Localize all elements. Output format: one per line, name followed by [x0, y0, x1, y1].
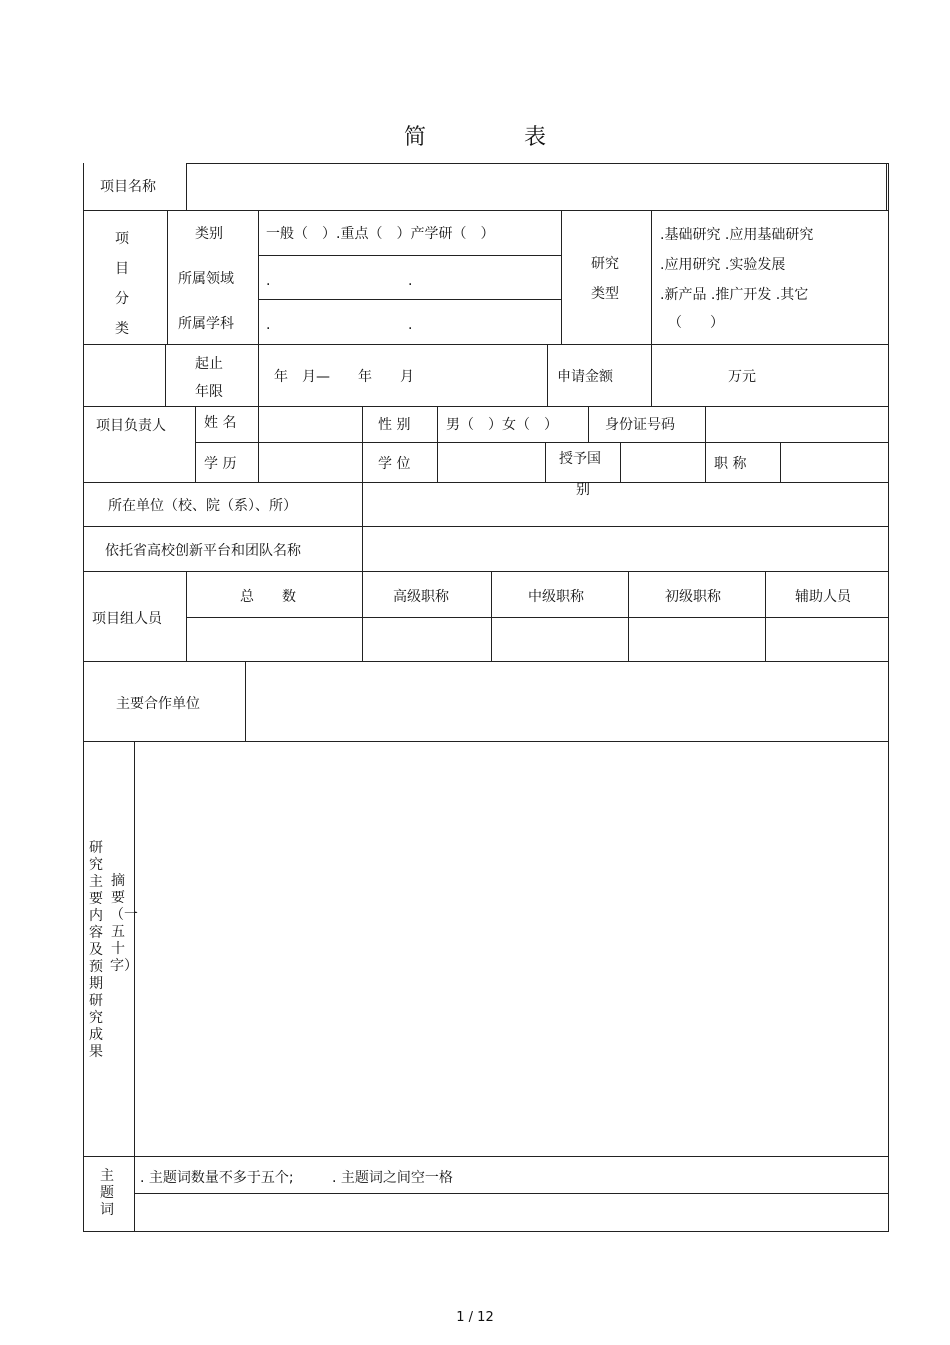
- page-number: 1 / 12: [456, 1310, 494, 1325]
- team-senior-field[interactable]: [364, 619, 489, 660]
- team-junior-field[interactable]: [630, 619, 763, 660]
- period-label-1: 起止: [195, 356, 223, 372]
- keywords-label: 主题词: [100, 1168, 114, 1218]
- gender-label: 性 别: [378, 417, 411, 433]
- unit-field[interactable]: [364, 484, 887, 525]
- platform-label: 依托省高校创新平台和团队名称: [105, 543, 301, 559]
- platform-field[interactable]: [364, 528, 887, 570]
- team-label: 项目组人员: [92, 611, 162, 627]
- project-name-label: 项目名称: [100, 179, 156, 195]
- degree-field[interactable]: [439, 444, 543, 481]
- education-label: 学 历: [204, 456, 237, 472]
- field-value-a[interactable]: .: [266, 273, 271, 289]
- id-number-label: 身份证号码: [605, 417, 675, 433]
- page-title: 简 表: [403, 125, 584, 150]
- research-type-option[interactable]: .新产品 .推广开发 .其它: [660, 287, 809, 303]
- field-label: 所属领域: [178, 271, 234, 287]
- job-title-field[interactable]: [782, 444, 887, 481]
- amount-unit: 万元: [728, 369, 756, 385]
- research-type-option[interactable]: （ ）: [668, 315, 724, 331]
- research-type-option[interactable]: .应用研究 .实验发展: [660, 257, 786, 273]
- degree-country-label-1: 授予国: [559, 451, 601, 467]
- team-header-middle: 中级职称: [528, 589, 584, 605]
- team-header-junior: 初级职称: [665, 589, 721, 605]
- team-assistant-field[interactable]: [767, 619, 887, 660]
- degree-country-field[interactable]: [622, 444, 703, 481]
- unit-label: 所在单位（校、院（系）、所）: [108, 498, 297, 514]
- category-label: 类别: [195, 226, 223, 242]
- research-type-label-2: 类型: [591, 286, 619, 302]
- research-type-label-1: 研究: [591, 256, 619, 272]
- degree-label: 学 位: [378, 456, 411, 472]
- team-header-senior: 高级职称: [393, 589, 449, 605]
- partner-field[interactable]: [247, 663, 887, 740]
- abstract-side-label: 研究主要内容及预期研究成果: [89, 840, 103, 1060]
- field-value-b[interactable]: .: [408, 273, 413, 289]
- project-name-field[interactable]: [188, 165, 885, 209]
- keywords-note-1: . 主题词数量不多于五个;: [140, 1170, 294, 1186]
- id-number-field[interactable]: [707, 408, 887, 441]
- amount-label: 申请金额: [557, 369, 613, 385]
- period-value[interactable]: 年 月— 年 月: [274, 369, 414, 385]
- gender-options[interactable]: 男（ ）女（ ）: [446, 417, 558, 433]
- partner-label: 主要合作单位: [116, 696, 200, 712]
- team-header-assistant: 辅助人员: [795, 589, 851, 605]
- discipline-label: 所属学科: [178, 316, 234, 332]
- name-label: 姓 名: [204, 415, 237, 431]
- leader-label: 项目负责人: [96, 418, 166, 434]
- degree-country-label-2: 别: [576, 482, 590, 498]
- job-title-label: 职 称: [714, 456, 747, 472]
- classification-side-label: 项目分类: [115, 231, 129, 337]
- research-type-option[interactable]: .基础研究 .应用基础研究: [660, 227, 814, 243]
- keywords-note-2: . 主题词之间空一格: [332, 1170, 453, 1186]
- discipline-value-b[interactable]: .: [408, 317, 413, 333]
- education-field[interactable]: [260, 444, 360, 481]
- team-total-field[interactable]: [188, 619, 360, 660]
- keywords-field[interactable]: [136, 1195, 887, 1230]
- discipline-value-a[interactable]: .: [266, 317, 271, 333]
- period-label-2: 年限: [195, 384, 223, 400]
- abstract-sub-label: 摘要（一五十字）: [110, 873, 138, 974]
- name-field[interactable]: [260, 408, 360, 441]
- category-options[interactable]: 一般（ ）.重点（ ）产学研（ ）: [266, 226, 495, 242]
- team-middle-field[interactable]: [493, 619, 626, 660]
- abstract-field[interactable]: [136, 743, 887, 1155]
- team-header-total: 总 数: [240, 589, 296, 605]
